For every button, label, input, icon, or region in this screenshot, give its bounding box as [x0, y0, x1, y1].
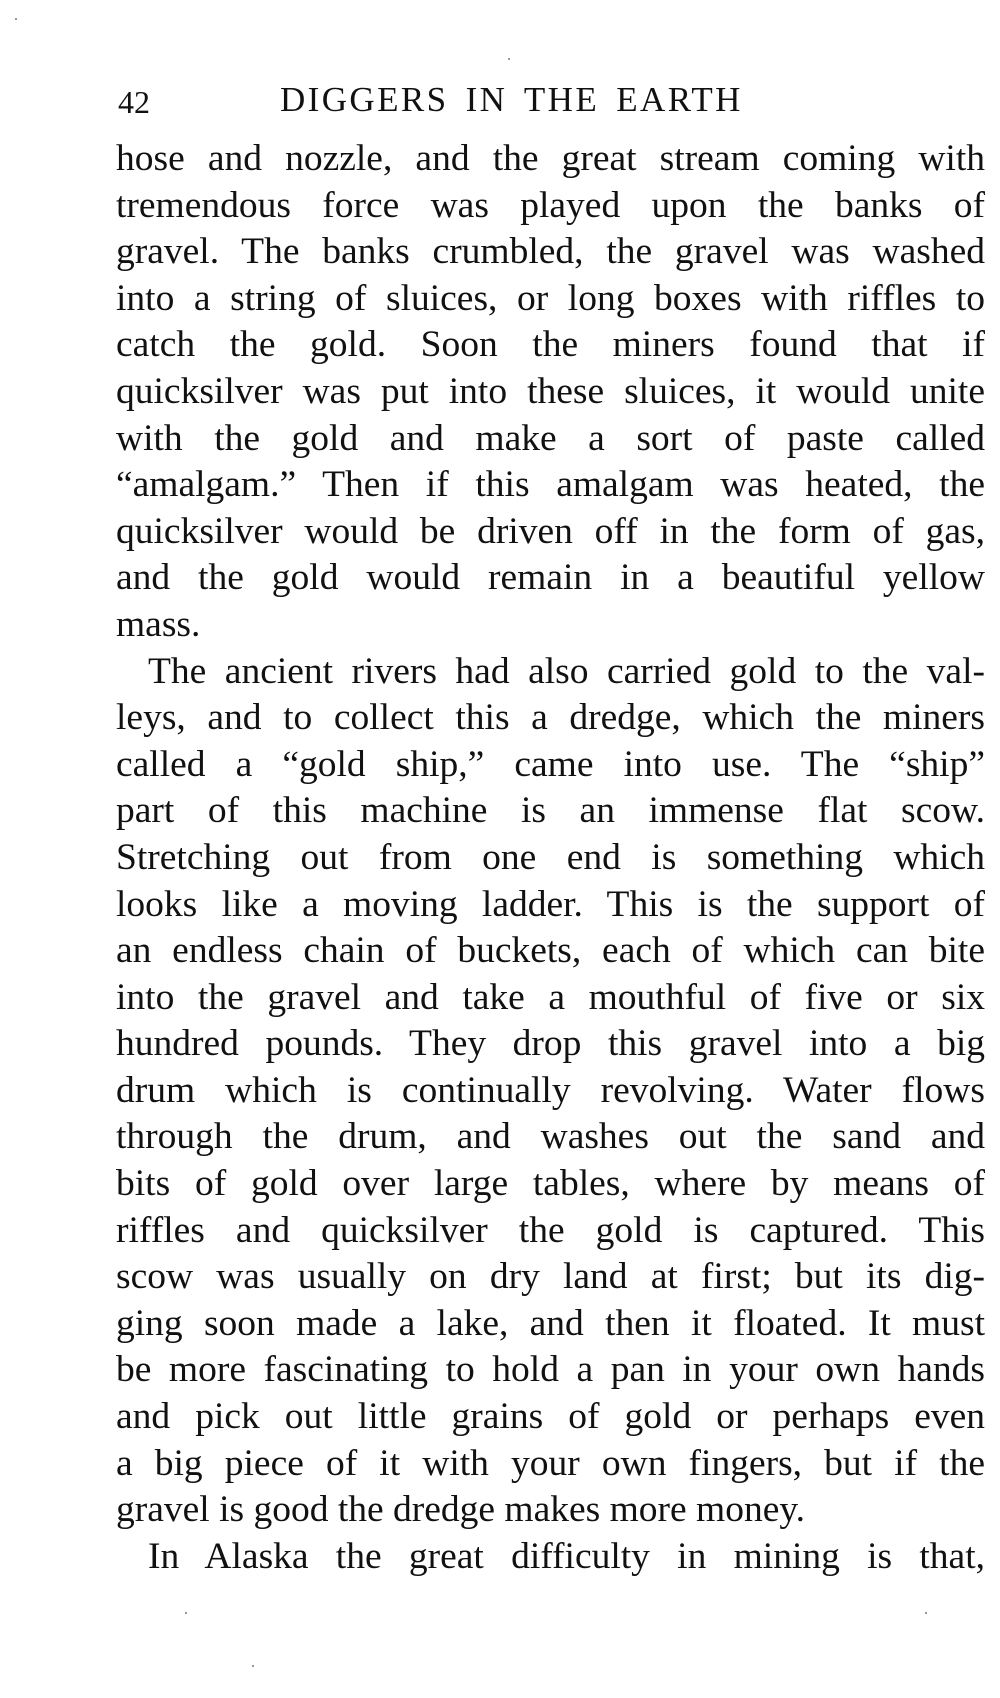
- text-line: catch the gold. Soon the miners found that if: [116, 324, 985, 366]
- running-title: DIGGERS IN THE EARTH: [280, 80, 743, 119]
- text-line: In Alaska the great difficulty in mining is that,: [148, 1535, 985, 1577]
- body-text: [116, 136, 985, 1580]
- text-line: riffles and quicksilver the gold is captured. This: [116, 1209, 985, 1251]
- scan-speck: [508, 58, 510, 60]
- text-line: be more fascinating to hold a pan in your own hands: [116, 1349, 985, 1391]
- text-line: into a string of sluices, or long boxes with riffles to: [116, 277, 985, 319]
- text-line: “amalgam.” Then if this amalgam was heated, the: [116, 464, 985, 506]
- text-line: hose and nozzle, and the great stream coming with: [116, 138, 985, 179]
- text-line: an endless chain of buckets, each of which can bite: [116, 930, 985, 972]
- text-line: scow was usually on dry land at first; but its dig-: [116, 1256, 985, 1298]
- text-line: bits of gold over large tables, where by means of: [116, 1163, 985, 1205]
- text-line: with the gold and make a sort of paste called: [116, 417, 985, 459]
- text-line: gravel is good the dredge makes more money.: [116, 1489, 806, 1531]
- text-line: and pick out little grains of gold or perhaps even: [116, 1396, 985, 1438]
- text-line: leys, and to collect this a dredge, which the miners: [116, 697, 985, 739]
- text-line: through the drum, and washes out the sand and: [116, 1116, 985, 1158]
- text-line: quicksilver was put into these sluices, it would unite: [116, 370, 985, 412]
- text-line: into the gravel and take a mouthful of five or six: [116, 976, 985, 1018]
- text-line: ging soon made a lake, and then it floated. It must: [116, 1302, 985, 1344]
- text-line: looks like a moving ladder. This is the support of: [116, 883, 985, 925]
- text-line: tremendous force was played upon the banks of: [116, 184, 985, 226]
- text-line: a big piece of it with your own fingers, but if the: [116, 1442, 985, 1484]
- scan-speck: [252, 1665, 254, 1667]
- text-line: hundred pounds. They drop this gravel into a big: [116, 1023, 985, 1065]
- scan-speck: [925, 1612, 927, 1614]
- text-line: gravel. The banks crumbled, the gravel was washed: [116, 231, 985, 273]
- text-line: and the gold would remain in a beautiful yellow: [116, 557, 985, 599]
- text-line: called a “gold ship,” came into use. The “ship”: [116, 743, 985, 785]
- text-line: mass.: [116, 603, 201, 645]
- scan-speck: [185, 1612, 187, 1614]
- text-line: part of this machine is an immense flat scow.: [116, 790, 985, 832]
- scan-speck: [15, 18, 17, 20]
- text-line: The ancient rivers had also carried gold to the val-: [148, 650, 985, 692]
- text-line: drum which is continually revolving. Water flows: [116, 1069, 985, 1111]
- page-number: 42: [118, 84, 150, 120]
- text-line: quicksilver would be driven off in the form of gas,: [116, 510, 985, 552]
- text-line: Stretching out from one end is something which: [116, 836, 985, 878]
